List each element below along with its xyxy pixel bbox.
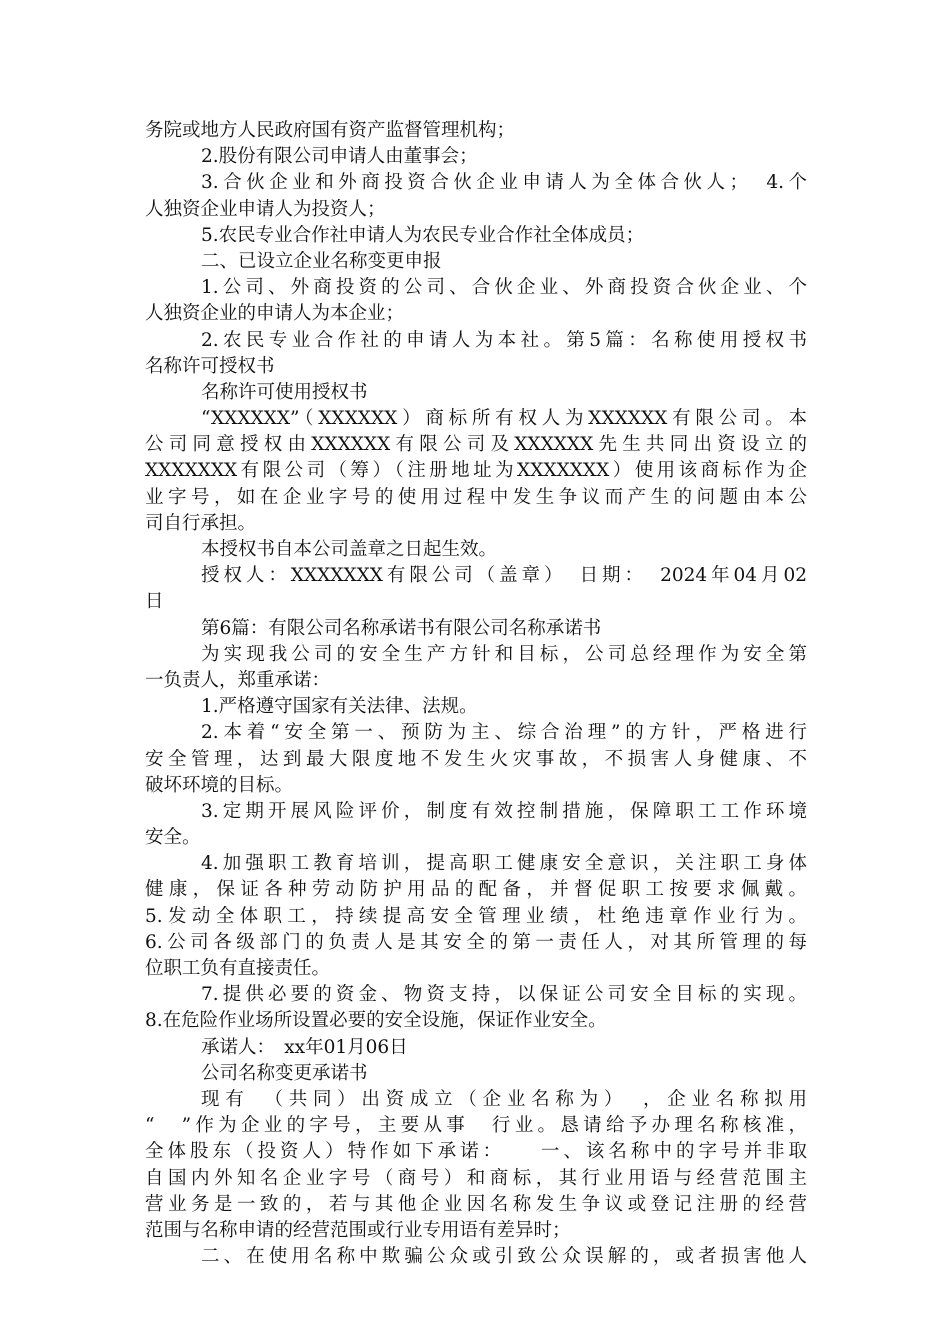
document-body [145,118,807,1270]
text-line: “ ”作为企业的字号，主要从事 行业。恳请给予办理名称核准， [145,1115,807,1137]
text-line: 自国内外知名企业字号（商号）和商标，其行业用语与经营范围主 [145,1167,807,1189]
text-line: 业字号，如在企业字号的使用过程中发生争议而产生的问题由本公 [145,486,807,508]
text-line: 2.股份有限公司申请人由董事会； [201,146,478,168]
text-line: 8.在危险作业场所设置必要的安全设施，保证作业安全。 [145,1010,607,1032]
text-line: 营业务是一致的，若与其他企业因名称发生争议或登记注册的经营 [145,1193,807,1215]
text-line: 5.农民专业合作社申请人为农民专业合作社全体成员； [201,224,645,246]
text-line: 司自行承担。 [145,512,257,534]
text-line: 务院或地方人民政府国有资产监督管理机构； [145,120,516,141]
text-line: 破坏环境的目标。 [145,774,294,796]
text-line: XXXXXXX有限公司（筹）（注册地址为XXXXXXX）使用该商标作为企 [145,460,807,482]
text-line: 名称许可授权书 [145,355,275,377]
text-line: “XXXXXX”（XXXXXX）商标所有权人为XXXXXX有限公司。本 [201,408,807,430]
text-line: 位职工负有直接责任。 [145,958,331,979]
text-line: 公司名称变更承诺书 [201,1062,368,1084]
text-line: 2.农民专业合作社的申请人为本社。第5篇：名称使用授权书 [201,329,807,351]
text-line: 全体股东（投资人）特作如下承诺： 一、该名称中的字号并非取 [145,1141,807,1163]
text-line: 为实现我公司的安全生产方针和目标，公司总经理作为安全第 [201,643,807,665]
text-line: 人独资企业申请人为投资人； [145,198,386,220]
text-line: 二、已设立企业名称变更申报 [201,250,442,272]
text-line: 2.本着“安全第一、预防为主、综合治理”的方针，严格进行 [201,722,807,744]
text-line: 3.定期开展风险评价，制度有效控制措施，保障职工工作环境 [201,800,807,822]
text-line: 本授权书自本公司盖章之日起生效。 [201,539,498,560]
text-line: 一负责人，郑重承诺： [145,669,331,691]
text-line: 1.严格遵守国家有关法律、法规。 [201,696,478,718]
text-line: 公司同意授权由XXXXXX有限公司及XXXXXX先生共同出资设立的 [145,434,807,456]
text-line: 二、在使用名称中欺骗公众或引致公众误解的，或者损害他人 [201,1246,807,1268]
text-line: 承诺人： xx年01月06日 [201,1036,408,1058]
text-line: 1.公司、外商投资的公司、合伙企业、外商投资合伙企业、个 [201,277,807,299]
text-line: 3.合伙企业和外商投资合伙企业申请人为全体合伙人； 4.个 [201,172,807,194]
text-line: 第6篇：有限公司名称承诺书有限公司名称承诺书 [201,617,602,639]
text-line: 6.公司各级部门的负责人是其安全的第一责任人，对其所管理的每 [145,931,807,953]
text-line: 4.加强职工教育培训，提高职工健康安全意识，关注职工身体 [201,853,807,875]
text-line: 安全。 [145,827,201,849]
text-line: 授权人：XXXXXXX有限公司（盖章） 日期： 2024年04月02 [201,565,807,587]
text-line: 日 [145,591,164,613]
text-line: 健康，保证各种劳动防护用品的配备，并督促职工按要求佩戴。 [145,879,807,901]
text-line: 7.提供必要的资金、物资支持，以保证公司安全目标的实现。 [201,984,807,1006]
text-line: 现有 （共同）出资成立（企业名称为） ，企业名称拟用 [201,1088,807,1110]
text-line: 名称许可使用授权书 [201,381,368,403]
text-line: 人独资企业的申请人为本企业； [145,303,405,325]
text-line: 安全管理，达到最大限度地不发生火灾事故，不损害人身健康、不 [145,748,807,770]
text-line: 5.发动全体职工，持续提高安全管理业绩，杜绝违章作业行为。 [145,905,807,927]
text-line: 范围与名称申请的经营范围或行业专用语有差异时； [145,1219,571,1241]
